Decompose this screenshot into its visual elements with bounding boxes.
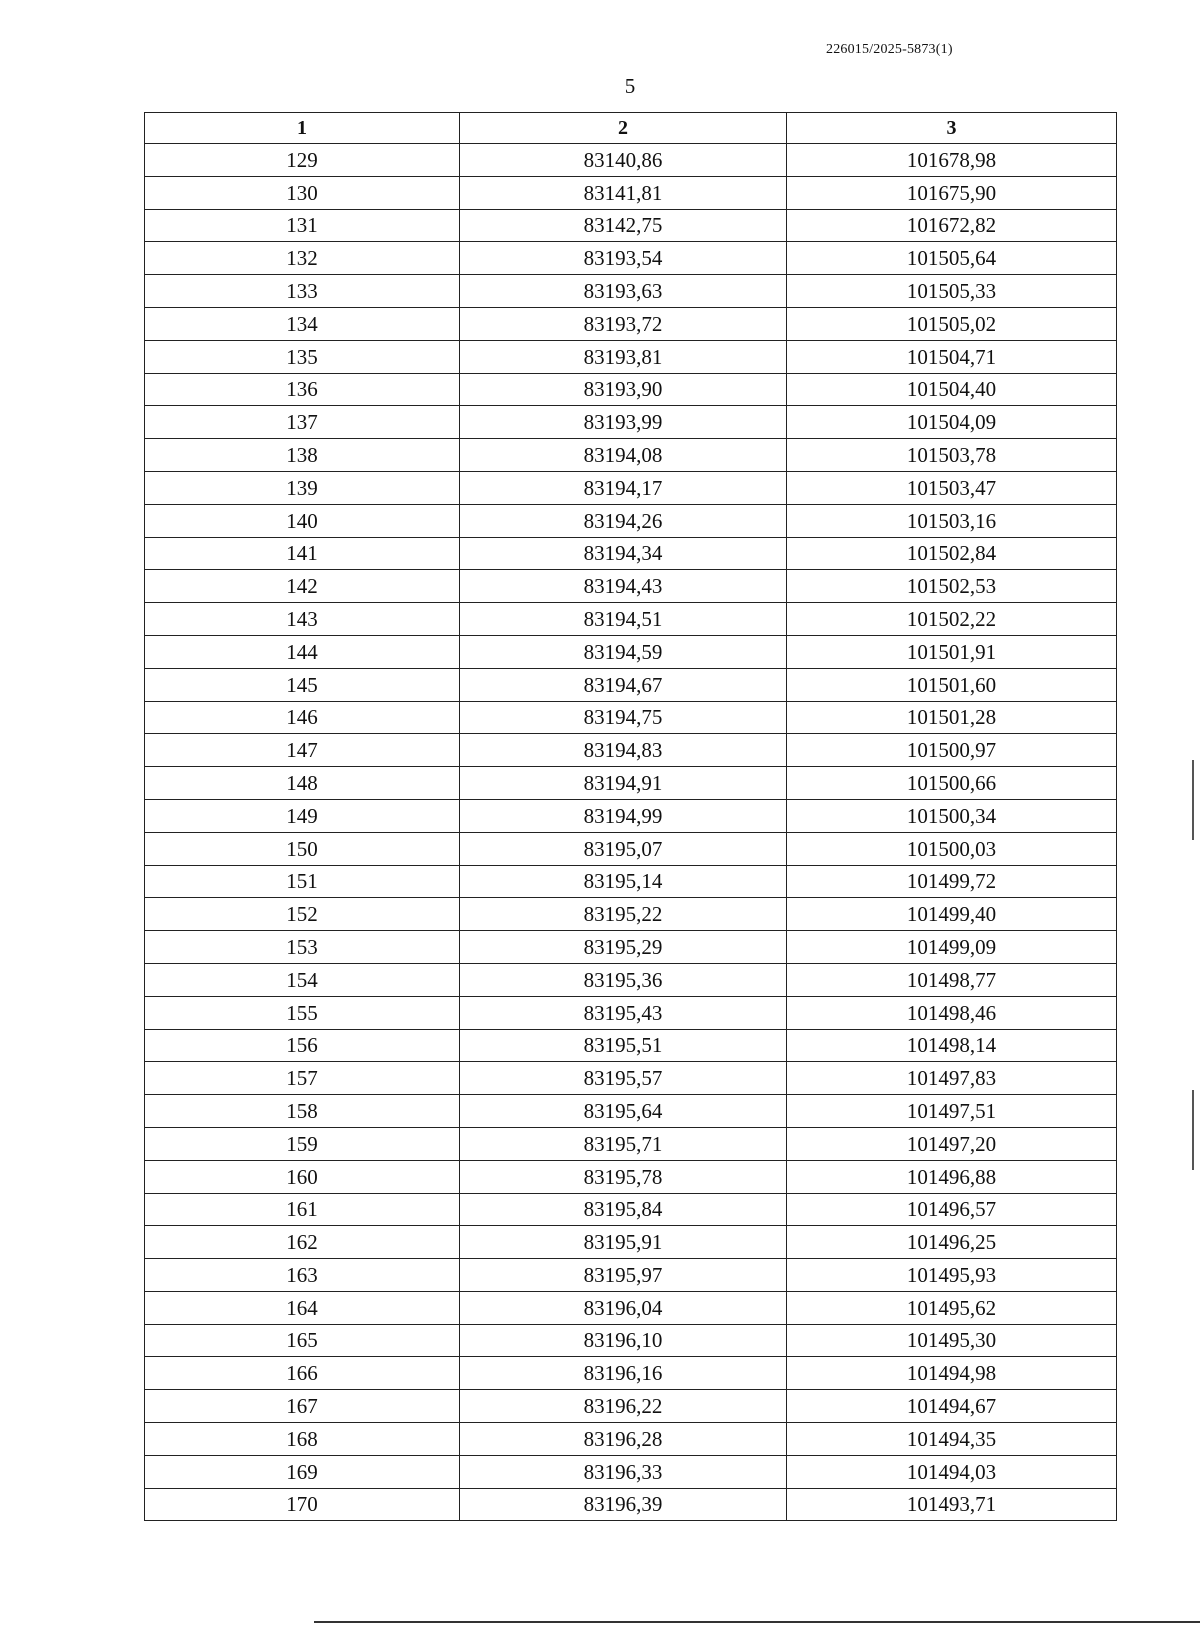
- scan-edge-mark: [1192, 760, 1194, 840]
- table-cell-col-1: 137: [145, 406, 460, 439]
- table-row: [145, 1226, 1117, 1259]
- table-row: [145, 144, 1117, 177]
- table-header: [145, 113, 1117, 144]
- table-row: [145, 898, 1117, 931]
- table-cell-col-2: 83193,72: [460, 307, 787, 340]
- table-row: [145, 373, 1117, 406]
- table-cell-col-1: 160: [145, 1160, 460, 1193]
- table-cell-col-2: 83193,81: [460, 340, 787, 373]
- table-cell-col-2: 83194,83: [460, 734, 787, 767]
- table-cell-col-3: 101499,72: [787, 865, 1117, 898]
- table-cell-col-3: 101497,83: [787, 1062, 1117, 1095]
- table-cell-col-3: 101496,25: [787, 1226, 1117, 1259]
- scan-edge-mark: [1192, 1090, 1194, 1170]
- table-row: [145, 1291, 1117, 1324]
- table-cell-col-3: 101503,16: [787, 504, 1117, 537]
- table-body: [145, 144, 1117, 1521]
- table-cell-col-2: 83194,34: [460, 537, 787, 570]
- table-cell-col-2: 83195,36: [460, 963, 787, 996]
- table-row: [145, 963, 1117, 996]
- table-cell-col-1: 136: [145, 373, 460, 406]
- table-cell-col-2: 83193,99: [460, 406, 787, 439]
- table-row: [145, 734, 1117, 767]
- table-cell-col-2: 83195,78: [460, 1160, 787, 1193]
- table-row: [145, 242, 1117, 275]
- table-row: [145, 1423, 1117, 1456]
- table-row: [145, 668, 1117, 701]
- table-cell-col-2: 83196,28: [460, 1423, 787, 1456]
- table-cell-col-1: 149: [145, 799, 460, 832]
- table-row: [145, 1095, 1117, 1128]
- table-cell-col-2: 83195,29: [460, 931, 787, 964]
- table-row: [145, 603, 1117, 636]
- table-cell-col-1: 150: [145, 832, 460, 865]
- table-cell-col-2: 83195,57: [460, 1062, 787, 1095]
- table-cell-col-3: 101501,91: [787, 635, 1117, 668]
- table-cell-col-2: 83193,63: [460, 275, 787, 308]
- header-row: [145, 113, 1117, 144]
- table-row: [145, 931, 1117, 964]
- table-cell-col-3: 101502,84: [787, 537, 1117, 570]
- table-cell-col-2: 83142,75: [460, 209, 787, 242]
- table-cell-col-3: 101499,09: [787, 931, 1117, 964]
- table-cell-col-3: 101502,22: [787, 603, 1117, 636]
- table-cell-col-2: 83195,07: [460, 832, 787, 865]
- table-cell-col-1: 144: [145, 635, 460, 668]
- table-cell-col-1: 146: [145, 701, 460, 734]
- table-row: [145, 1455, 1117, 1488]
- table-cell-col-2: 83196,22: [460, 1390, 787, 1423]
- table-row: [145, 537, 1117, 570]
- table-cell-col-3: 101498,77: [787, 963, 1117, 996]
- table-row: [145, 996, 1117, 1029]
- table-cell-col-1: 152: [145, 898, 460, 931]
- table-cell-col-2: 83194,67: [460, 668, 787, 701]
- table-cell-col-3: 101505,33: [787, 275, 1117, 308]
- page-number: 5: [624, 74, 636, 98]
- table-cell-col-1: 156: [145, 1029, 460, 1062]
- table-cell-col-1: 145: [145, 668, 460, 701]
- table-cell-col-2: 83195,97: [460, 1259, 787, 1292]
- table-row: [145, 307, 1117, 340]
- table-row: [145, 1062, 1117, 1095]
- table-cell-col-2: 83194,17: [460, 471, 787, 504]
- table-cell-col-1: 133: [145, 275, 460, 308]
- table-cell-col-2: 83195,64: [460, 1095, 787, 1128]
- table-cell-col-2: 83140,86: [460, 144, 787, 177]
- table-cell-col-1: 158: [145, 1095, 460, 1128]
- table-cell-col-1: 130: [145, 176, 460, 209]
- table-cell-col-3: 101502,53: [787, 570, 1117, 603]
- table-row: [145, 1259, 1117, 1292]
- table-row: [145, 767, 1117, 800]
- table-cell-col-3: 101672,82: [787, 209, 1117, 242]
- table-cell-col-1: 163: [145, 1259, 460, 1292]
- table-cell-col-2: 83194,26: [460, 504, 787, 537]
- table-row: [145, 865, 1117, 898]
- table-cell-col-2: 83195,51: [460, 1029, 787, 1062]
- table-cell-col-3: 101500,34: [787, 799, 1117, 832]
- table-cell-col-1: 132: [145, 242, 460, 275]
- table-cell-col-3: 101497,20: [787, 1127, 1117, 1160]
- table-row: [145, 1029, 1117, 1062]
- table-cell-col-3: 101678,98: [787, 144, 1117, 177]
- column-header-2: 2: [460, 113, 787, 144]
- table-cell-col-2: 83196,16: [460, 1357, 787, 1390]
- table-cell-col-1: 165: [145, 1324, 460, 1357]
- table-cell-col-2: 83195,91: [460, 1226, 787, 1259]
- scan-bottom-rule: [314, 1621, 1200, 1623]
- table-row: [145, 635, 1117, 668]
- coordinates-table-container: [144, 112, 1116, 1521]
- table-cell-col-2: 83196,33: [460, 1455, 787, 1488]
- table-cell-col-3: 101504,71: [787, 340, 1117, 373]
- table-cell-col-1: 140: [145, 504, 460, 537]
- table-cell-col-3: 101493,71: [787, 1488, 1117, 1521]
- table-cell-col-1: 161: [145, 1193, 460, 1226]
- table-cell-col-3: 101675,90: [787, 176, 1117, 209]
- table-cell-col-1: 166: [145, 1357, 460, 1390]
- table-row: [145, 1390, 1117, 1423]
- table-cell-col-1: 153: [145, 931, 460, 964]
- table-row: [145, 1357, 1117, 1390]
- table-cell-col-1: 143: [145, 603, 460, 636]
- table-cell-col-2: 83193,90: [460, 373, 787, 406]
- table-cell-col-3: 101499,40: [787, 898, 1117, 931]
- table-cell-col-3: 101504,40: [787, 373, 1117, 406]
- table-cell-col-2: 83195,43: [460, 996, 787, 1029]
- table-cell-col-2: 83194,43: [460, 570, 787, 603]
- table-row: [145, 1127, 1117, 1160]
- table-cell-col-2: 83196,10: [460, 1324, 787, 1357]
- table-cell-col-3: 101503,78: [787, 439, 1117, 472]
- table-cell-col-1: 129: [145, 144, 460, 177]
- table-cell-col-3: 101495,93: [787, 1259, 1117, 1292]
- table-cell-col-2: 83141,81: [460, 176, 787, 209]
- table-cell-col-2: 83194,08: [460, 439, 787, 472]
- table-cell-col-1: 155: [145, 996, 460, 1029]
- table-cell-col-1: 139: [145, 471, 460, 504]
- table-cell-col-2: 83195,14: [460, 865, 787, 898]
- table-cell-col-3: 101494,67: [787, 1390, 1117, 1423]
- table-cell-col-3: 101505,02: [787, 307, 1117, 340]
- table-cell-col-3: 101500,66: [787, 767, 1117, 800]
- table-cell-col-1: 135: [145, 340, 460, 373]
- table-cell-col-3: 101494,03: [787, 1455, 1117, 1488]
- table-row: [145, 1324, 1117, 1357]
- table-row: [145, 471, 1117, 504]
- table-cell-col-1: 162: [145, 1226, 460, 1259]
- table-cell-col-1: 170: [145, 1488, 460, 1521]
- table-row: [145, 1160, 1117, 1193]
- table-row: [145, 570, 1117, 603]
- table-cell-col-1: 151: [145, 865, 460, 898]
- table-row: [145, 406, 1117, 439]
- table-cell-col-1: 142: [145, 570, 460, 603]
- table-cell-col-2: 83196,39: [460, 1488, 787, 1521]
- table-cell-col-2: 83195,71: [460, 1127, 787, 1160]
- table-cell-col-1: 164: [145, 1291, 460, 1324]
- column-header-3: 3: [787, 113, 1117, 144]
- table-cell-col-1: 147: [145, 734, 460, 767]
- table-cell-col-2: 83195,22: [460, 898, 787, 931]
- table-cell-col-3: 101498,14: [787, 1029, 1117, 1062]
- table-cell-col-3: 101494,35: [787, 1423, 1117, 1456]
- table-cell-col-3: 101495,30: [787, 1324, 1117, 1357]
- coordinates-table: [144, 112, 1117, 1521]
- table-cell-col-2: 83194,51: [460, 603, 787, 636]
- table-row: [145, 832, 1117, 865]
- table-cell-col-2: 83196,04: [460, 1291, 787, 1324]
- table-cell-col-2: 83195,84: [460, 1193, 787, 1226]
- table-cell-col-1: 167: [145, 1390, 460, 1423]
- table-row: [145, 1193, 1117, 1226]
- table-row: [145, 504, 1117, 537]
- table-row: [145, 1488, 1117, 1521]
- table-cell-col-3: 101495,62: [787, 1291, 1117, 1324]
- table-cell-col-3: 101497,51: [787, 1095, 1117, 1128]
- table-cell-col-2: 83194,59: [460, 635, 787, 668]
- table-cell-col-3: 101504,09: [787, 406, 1117, 439]
- table-cell-col-1: 154: [145, 963, 460, 996]
- table-cell-col-1: 138: [145, 439, 460, 472]
- table-cell-col-1: 148: [145, 767, 460, 800]
- table-cell-col-2: 83193,54: [460, 242, 787, 275]
- table-cell-col-2: 83194,99: [460, 799, 787, 832]
- table-cell-col-1: 157: [145, 1062, 460, 1095]
- table-row: [145, 275, 1117, 308]
- table-row: [145, 701, 1117, 734]
- table-cell-col-1: 168: [145, 1423, 460, 1456]
- table-cell-col-2: 83194,75: [460, 701, 787, 734]
- table-row: [145, 209, 1117, 242]
- table-cell-col-1: 134: [145, 307, 460, 340]
- table-row: [145, 176, 1117, 209]
- table-cell-col-3: 101498,46: [787, 996, 1117, 1029]
- table-cell-col-3: 101505,64: [787, 242, 1117, 275]
- table-row: [145, 799, 1117, 832]
- table-cell-col-3: 101501,60: [787, 668, 1117, 701]
- table-cell-col-2: 83194,91: [460, 767, 787, 800]
- column-header-1: 1: [145, 113, 460, 144]
- table-cell-col-1: 159: [145, 1127, 460, 1160]
- table-row: [145, 439, 1117, 472]
- table-row: [145, 340, 1117, 373]
- document-number: 226015/2025-5873(1): [826, 42, 953, 57]
- table-cell-col-1: 141: [145, 537, 460, 570]
- table-cell-col-3: 101496,88: [787, 1160, 1117, 1193]
- table-cell-col-3: 101496,57: [787, 1193, 1117, 1226]
- table-cell-col-1: 131: [145, 209, 460, 242]
- table-cell-col-3: 101500,97: [787, 734, 1117, 767]
- table-cell-col-3: 101501,28: [787, 701, 1117, 734]
- table-cell-col-3: 101503,47: [787, 471, 1117, 504]
- table-cell-col-1: 169: [145, 1455, 460, 1488]
- table-cell-col-3: 101500,03: [787, 832, 1117, 865]
- table-cell-col-3: 101494,98: [787, 1357, 1117, 1390]
